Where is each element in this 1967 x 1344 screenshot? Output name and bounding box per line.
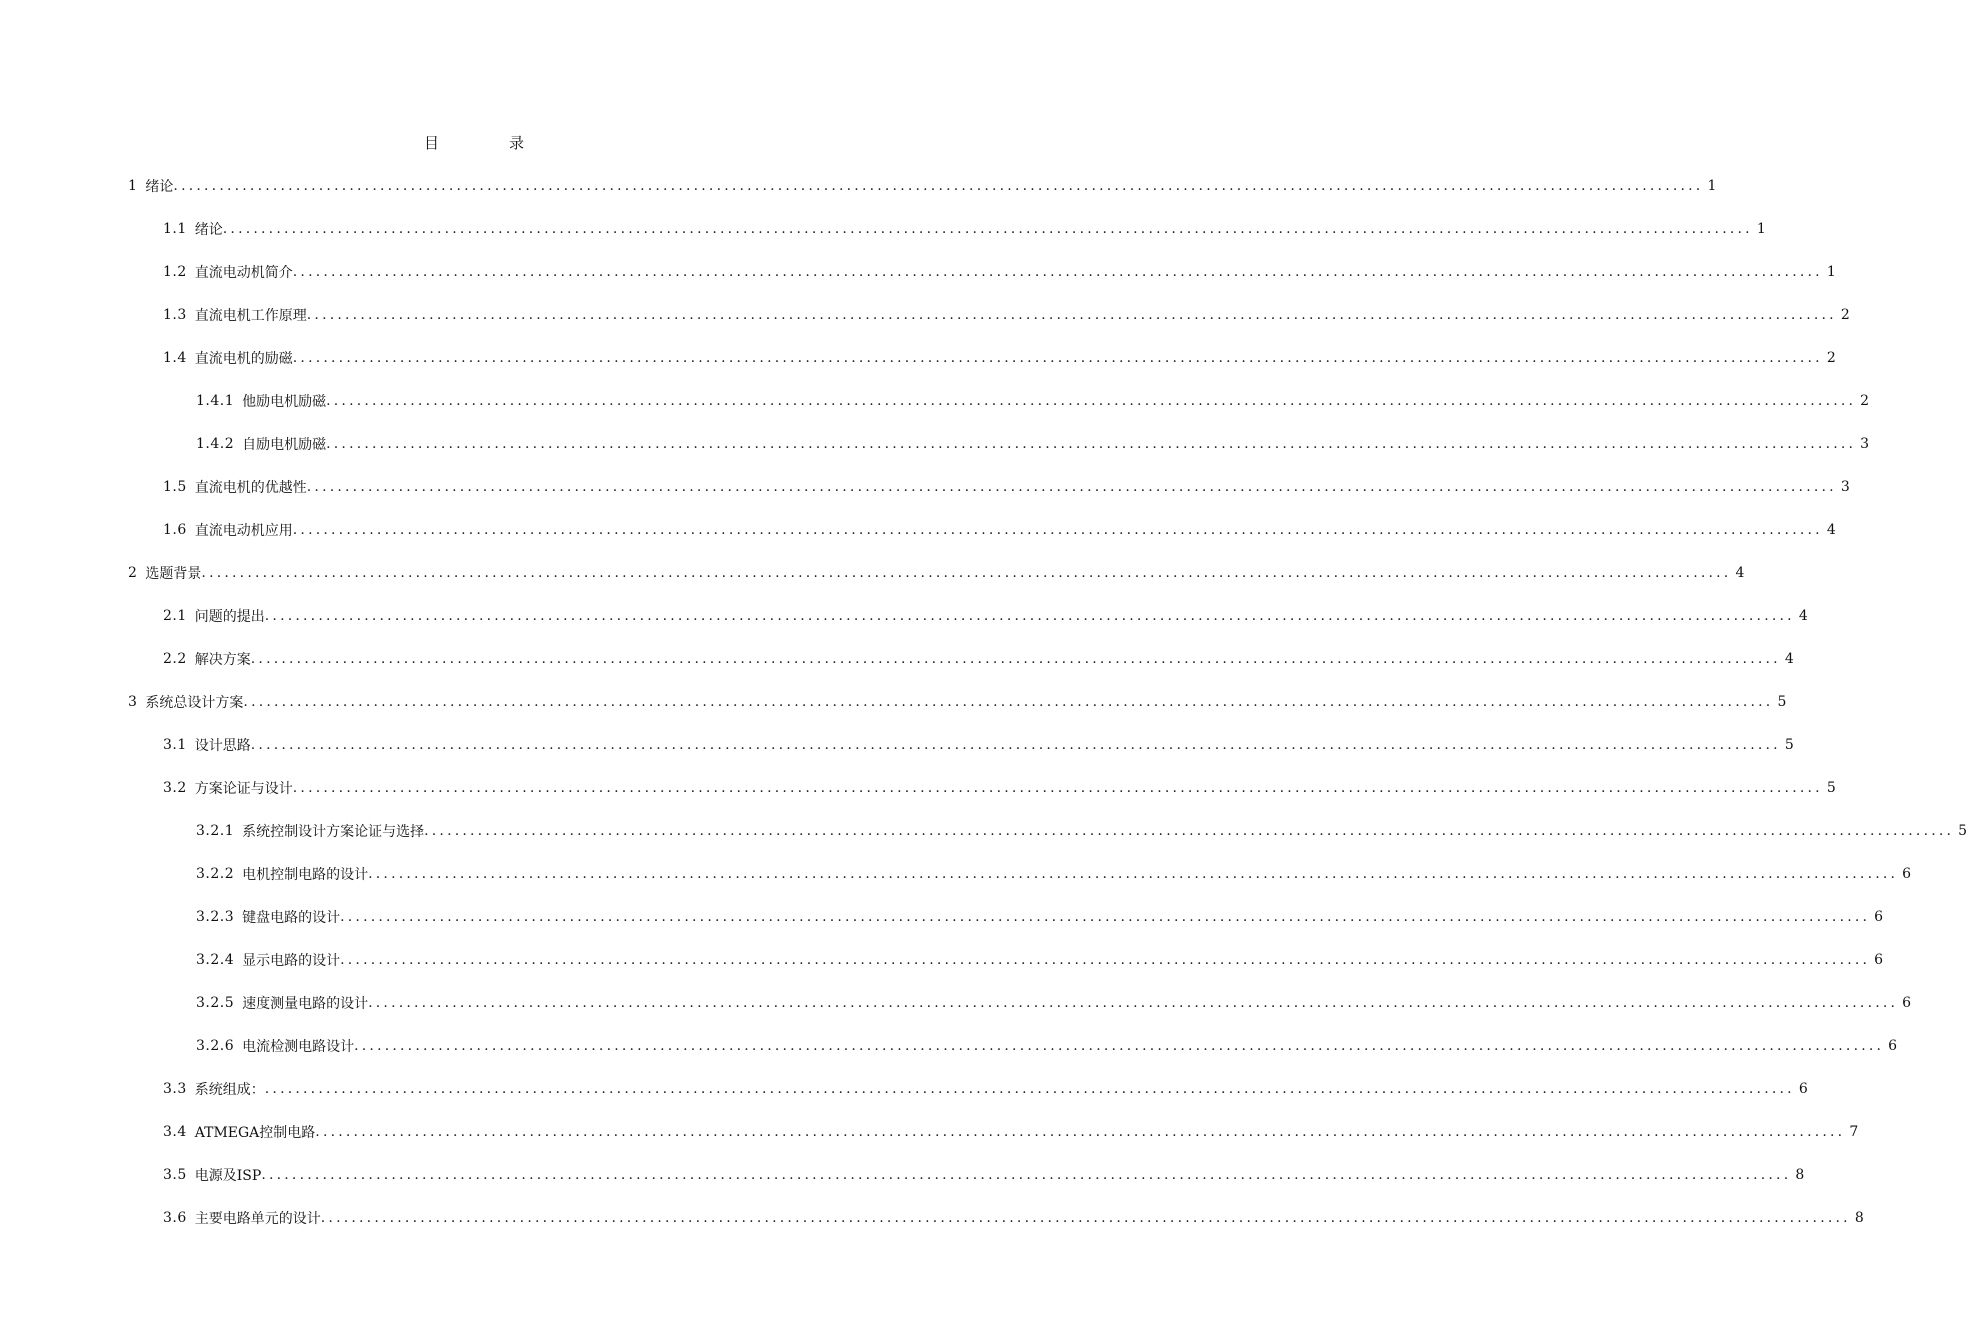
toc-dot-leader: ........................................................................................................................................................................................................ [368, 995, 1899, 1011]
toc-entry[interactable] [196, 946, 1884, 974]
toc-entry-page-number: 2 [1840, 307, 1850, 323]
toc-dot-leader: ........................................................................................................................................................................................................ [340, 909, 1871, 925]
toc-entry-page-number: 4 [1735, 565, 1745, 581]
toc-entry-label: 选题背景 [145, 566, 202, 582]
toc-entry-label: 速度测量电路的设计 [242, 996, 369, 1012]
toc-entry-label: 直流电机的优越性 [194, 480, 307, 496]
toc-entry-page-number: 6 [1798, 1081, 1808, 1097]
toc-entry[interactable] [163, 1075, 1808, 1103]
toc-entry[interactable] [196, 430, 1870, 458]
toc-entry-label: 解决方案 [194, 652, 251, 668]
toc-entry[interactable] [163, 645, 1794, 673]
toc-dot-leader: ........................................................................................................................................................................................................ [340, 952, 1871, 968]
toc-entry-page-number: 6 [1874, 952, 1884, 968]
toc-dot-leader: ........................................................................................................................................................................................................ [292, 264, 1823, 280]
toc-entry[interactable] [128, 559, 1745, 587]
toc-entry-number: 3.4 [163, 1124, 187, 1140]
toc-dot-leader: ........................................................................................................................................................................................................ [250, 737, 1781, 753]
toc-entry-label: 直流电机的励磁 [194, 351, 293, 367]
toc-entry-number: 3 [128, 694, 138, 710]
toc-dot-leader: ........................................................................................................................................................................................................ [243, 694, 1774, 710]
toc-entry[interactable] [163, 1161, 1805, 1189]
toc-entry-page-number: 5 [1777, 694, 1787, 710]
toc-entry-page-number: 2 [1826, 350, 1836, 366]
toc-dot-leader: ........................................................................................................................................................................................................ [261, 1167, 1792, 1183]
toc-entry[interactable] [196, 817, 1967, 845]
toc-entry-label: 键盘电路的设计 [242, 910, 341, 926]
toc-dot-leader: ........................................................................................................................................................................................................ [320, 1210, 1851, 1226]
toc-entry-label: 主要电路单元的设计 [194, 1211, 321, 1227]
toc-dot-leader: ........................................................................................................................................................................................................ [264, 608, 1795, 624]
toc-entry-label: 绪论 [145, 179, 174, 195]
toc-entry-number: 3.5 [163, 1167, 187, 1183]
toc-entry-page-number: 8 [1854, 1210, 1864, 1226]
toc-entry-number: 1.2 [163, 264, 187, 280]
toc-entry-page-number: 1 [1826, 264, 1836, 280]
toc-entry-number: 1.1 [163, 221, 187, 237]
toc-dot-leader: ........................................................................................................................................................................................................ [292, 780, 1823, 796]
toc-entry-number: 2 [128, 565, 138, 581]
toc-entry-page-number: 3 [1840, 479, 1850, 495]
toc-entry[interactable] [196, 1032, 1898, 1060]
toc-dot-leader: ........................................................................................................................................................................................................ [306, 307, 1837, 323]
toc-entry-page-number: 4 [1784, 651, 1794, 667]
toc-entry-number: 3.1 [163, 737, 187, 753]
toc-entry-number: 3.2.4 [196, 952, 235, 968]
toc-entry-label: 直流电动机应用 [194, 523, 293, 539]
toc-entry[interactable] [163, 774, 1836, 802]
toc-title-left: 目 [423, 134, 441, 152]
toc-entry-page-number: 2 [1860, 393, 1870, 409]
toc-entry-number: 2.2 [163, 651, 187, 667]
toc-dot-leader: ........................................................................................................................................................................................................ [306, 479, 1837, 495]
toc-entry[interactable] [128, 172, 1717, 200]
toc-entry-page-number: 5 [1784, 737, 1794, 753]
toc-entry[interactable] [163, 602, 1808, 630]
toc-dot-leader: ........................................................................................................................................................................................................ [250, 651, 1781, 667]
toc-dot-leader: ........................................................................................................................................................................................................ [424, 823, 1955, 839]
toc-entry-page-number: 6 [1902, 995, 1912, 1011]
toc-entry-number: 3.2.6 [196, 1038, 235, 1054]
toc-entry-label: 显示电路的设计 [242, 953, 341, 969]
toc-entry-label: 设计思路 [194, 738, 251, 754]
toc-dot-leader: ........................................................................................................................................................................................................ [292, 350, 1823, 366]
toc-entry-page-number: 4 [1826, 522, 1836, 538]
toc-entry-page-number: 5 [1826, 780, 1836, 796]
toc-entry[interactable] [163, 516, 1836, 544]
toc-entry-page-number: 6 [1874, 909, 1884, 925]
toc-entry-label: 电源及ISP [194, 1168, 262, 1184]
toc-entry[interactable] [163, 258, 1836, 286]
toc-dot-leader: ........................................................................................................................................................................................................ [201, 565, 1732, 581]
toc-dot-leader: ........................................................................................................................................................................................................ [354, 1038, 1885, 1054]
toc-dot-leader: ........................................................................................................................................................................................................ [368, 866, 1899, 882]
toc-entry-label: 方案论证与设计 [194, 781, 293, 797]
toc-entry-label: 自励电机励磁 [242, 437, 327, 453]
toc-dot-leader: ........................................................................................................................................................................................................ [173, 178, 1704, 194]
toc-entry-number: 1 [128, 178, 138, 194]
toc-entry-number: 1.4.1 [196, 393, 235, 409]
toc-title [0, 132, 950, 153]
toc-entry-number: 3.2.3 [196, 909, 235, 925]
toc-dot-leader: ........................................................................................................................................................................................................ [222, 221, 1753, 237]
toc-entry[interactable] [163, 1118, 1859, 1146]
toc-entry-number: 3.2 [163, 780, 187, 796]
toc-entry-label: 系统控制设计方案论证与选择 [242, 824, 425, 840]
toc-entry[interactable] [163, 731, 1794, 759]
toc-entry-page-number: 6 [1902, 866, 1912, 882]
toc-entry-label: 系统总设计方案 [145, 695, 244, 711]
toc-entry-label: 电机控制电路的设计 [242, 867, 369, 883]
toc-entry-page-number: 1 [1707, 178, 1717, 194]
toc-entry-number: 1.5 [163, 479, 187, 495]
toc-entry-page-number: 6 [1888, 1038, 1898, 1054]
toc-entry-number: 3.2.2 [196, 866, 235, 882]
toc-entry-number: 3.2.5 [196, 995, 235, 1011]
toc-dot-leader: ........................................................................................................................................................................................................ [292, 522, 1823, 538]
toc-entry-number: 1.4 [163, 350, 187, 366]
toc-entry-number: 3.2.1 [196, 823, 235, 839]
toc-dot-leader: ........................................................................................................................................................................................................ [326, 436, 1857, 452]
toc-entry-label: 绪论 [194, 222, 223, 238]
toc-entry-label: 电流检测电路设计 [242, 1039, 355, 1055]
toc-title-right: 录 [509, 134, 527, 152]
toc-entry-page-number: 5 [1958, 823, 1967, 839]
toc-dot-leader: ........................................................................................................................................................................................................ [264, 1081, 1795, 1097]
toc-entry[interactable] [196, 387, 1870, 415]
toc-entry[interactable] [196, 989, 1912, 1017]
toc-entry-number: 3.3 [163, 1081, 187, 1097]
toc-entry[interactable] [163, 344, 1836, 372]
toc-entry-label: 直流电动机简介 [194, 265, 293, 281]
toc-entry-number: 3.6 [163, 1210, 187, 1226]
toc-entry-page-number: 1 [1756, 221, 1766, 237]
toc-dot-leader: ........................................................................................................................................................................................................ [315, 1124, 1846, 1140]
toc-entry[interactable] [196, 860, 1912, 888]
toc-entry[interactable] [163, 1204, 1864, 1232]
toc-entry-label: 系统组成： [194, 1082, 265, 1098]
toc-entry-number: 2.1 [163, 608, 187, 624]
toc-entry-page-number: 4 [1798, 608, 1808, 624]
toc-entry[interactable] [196, 903, 1884, 931]
toc-entry[interactable] [128, 688, 1787, 716]
toc-entry-number: 1.4.2 [196, 436, 235, 452]
toc-entry[interactable] [163, 215, 1766, 243]
toc-dot-leader: ........................................................................................................................................................................................................ [326, 393, 1857, 409]
toc-entry-page-number: 8 [1795, 1167, 1805, 1183]
toc-entry-label: 直流电机工作原理 [194, 308, 307, 324]
toc-entry-page-number: 3 [1860, 436, 1870, 452]
toc-entry-label: 他励电机励磁 [242, 394, 327, 410]
toc-entry-page-number: 7 [1849, 1124, 1859, 1140]
toc-entry[interactable] [163, 473, 1850, 501]
toc-entry-label: ATMEGA控制电路 [194, 1125, 316, 1141]
toc-entry-label: 问题的提出 [194, 609, 265, 625]
toc-entry[interactable] [163, 301, 1850, 329]
toc-entry-number: 1.6 [163, 522, 187, 538]
toc-entry-number: 1.3 [163, 307, 187, 323]
